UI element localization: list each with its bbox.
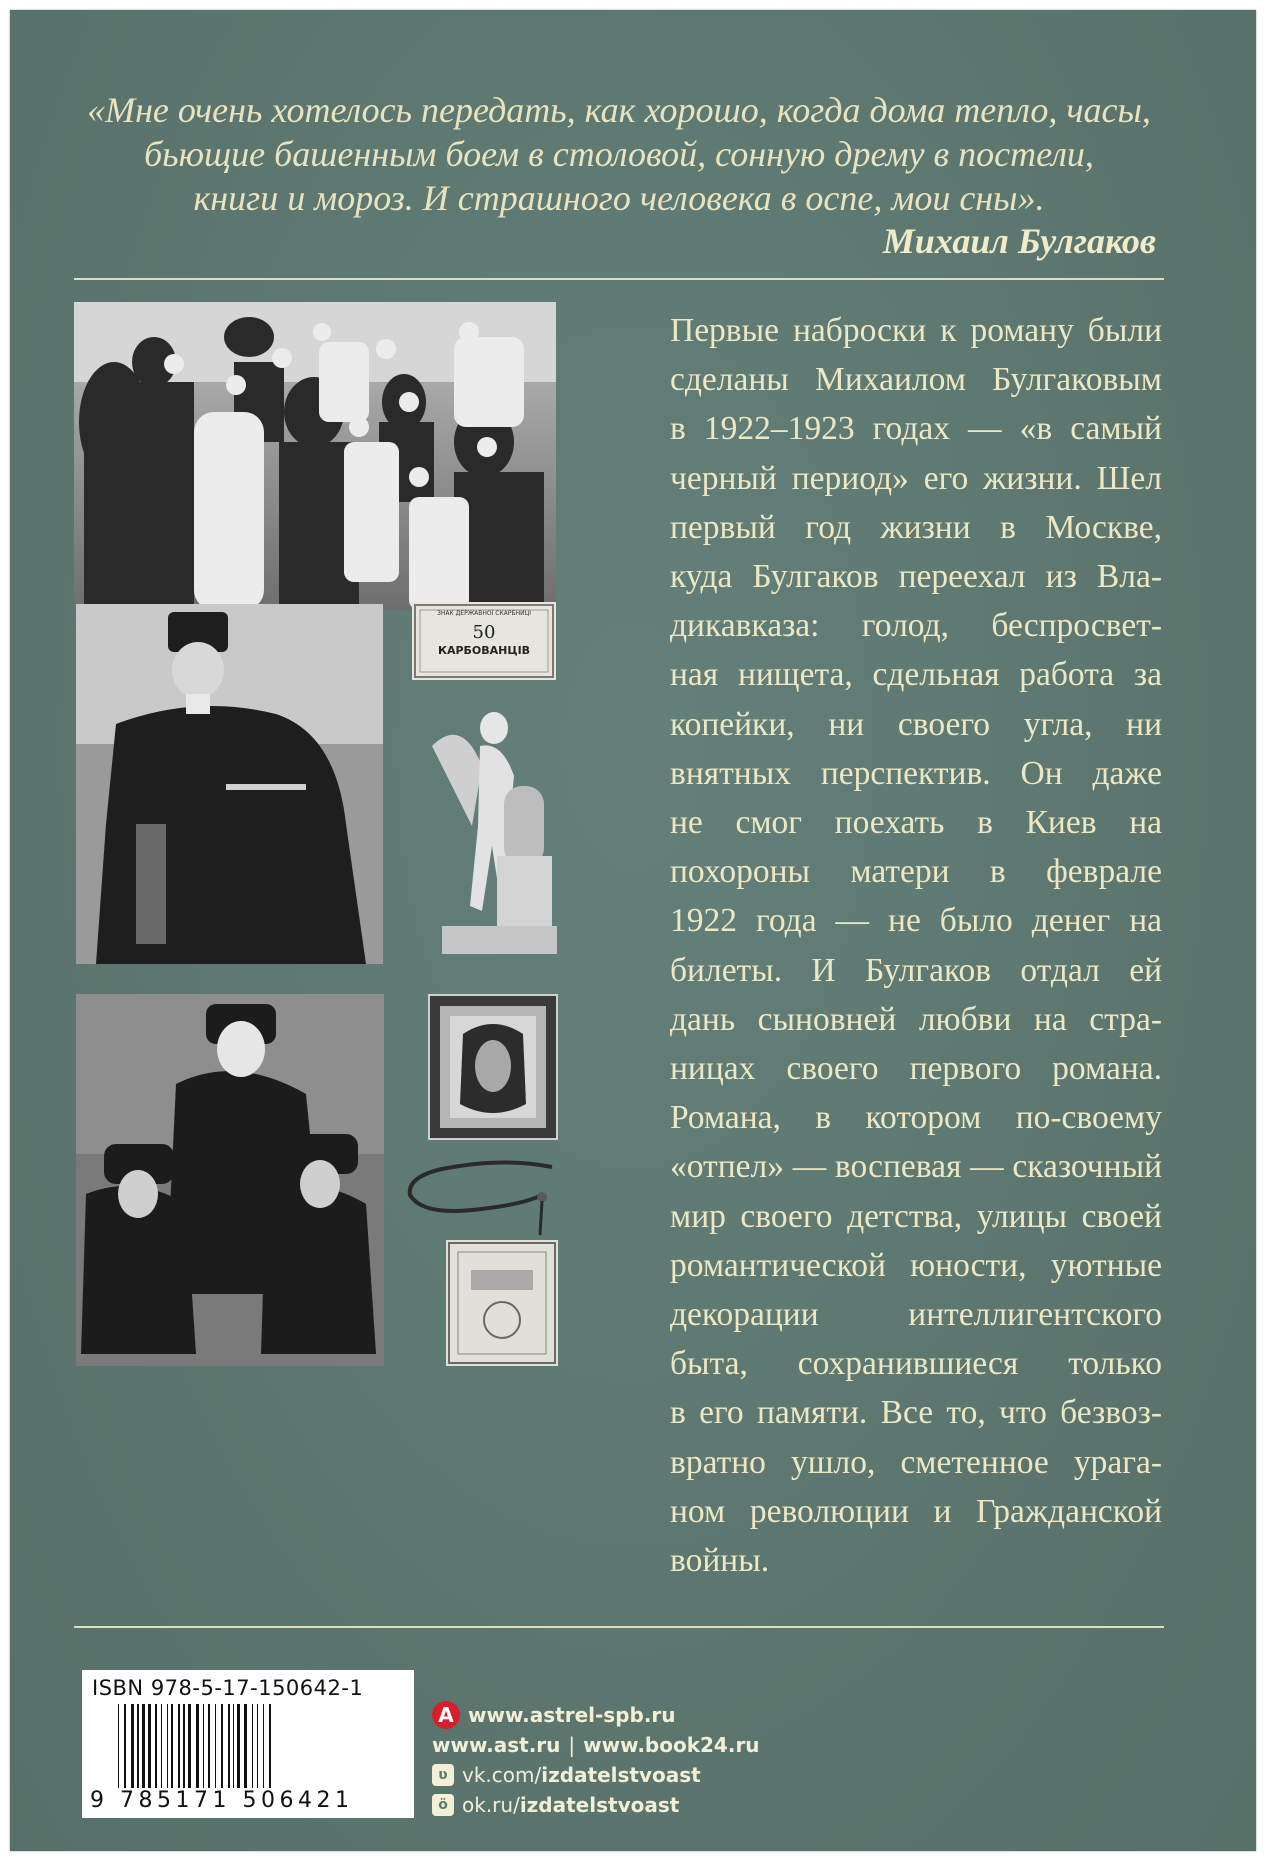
vk-icon: ʋ (432, 1764, 454, 1786)
isbn-barcode (82, 1670, 414, 1818)
ean-digits: 9 785171 506421 (90, 1788, 354, 1813)
barcode-bar (124, 1704, 126, 1788)
banknote-sheet-image (446, 1240, 558, 1366)
barcode-bar (252, 1704, 253, 1788)
text-line: мир своего детства, улицы своей (670, 1197, 1162, 1235)
text-line: дань сыновней любви на стра- (670, 1000, 1162, 1038)
barcode-bar (161, 1704, 162, 1788)
barcode-bar (269, 1704, 271, 1788)
barcode-bar (196, 1704, 199, 1788)
barcode-bar (148, 1704, 151, 1788)
barcode-bar (137, 1704, 139, 1788)
publisher-row-3[interactable] (432, 1760, 760, 1790)
three-men-photo (76, 994, 384, 1366)
barcode-bar (233, 1704, 234, 1788)
text-line: первый год жизни в Москве, (670, 508, 1162, 546)
text-line: куда Булгаков переехал из Вла- (670, 558, 1162, 596)
family-group-photo (74, 302, 556, 610)
text-line: войны. (670, 1542, 770, 1580)
vk-name: izdatelstvoast (541, 1763, 701, 1787)
text-line: романтической юности, уютные (670, 1246, 1162, 1284)
barcode-bar (221, 1704, 223, 1788)
publisher-row-4[interactable] (432, 1790, 760, 1820)
barcode-bar (155, 1704, 157, 1788)
isbn-label: ISBN 978-5-17-150642-1 (92, 1676, 364, 1700)
text-line: копейки, ни своего угла, ни (670, 705, 1162, 743)
book-back-cover (10, 10, 1256, 1851)
text-line: ном революции и Гражданской (670, 1492, 1162, 1530)
quote-line: бьющие башенным боем в столовой, сонную дрему в постели, (144, 134, 1094, 174)
text-line: 1922 года — не было денег на (670, 902, 1162, 940)
banknote-image (412, 602, 556, 680)
publisher-row-2 (432, 1730, 760, 1760)
barcode-bar (208, 1704, 210, 1788)
text-line: в 1922–1923 годах — «в самый (670, 410, 1162, 448)
seated-man-photo (76, 604, 383, 964)
annotation-text (670, 306, 1162, 1585)
ast-logo-icon: А (432, 1701, 460, 1729)
text-line: «отпел» — воспевая — сказочный (670, 1148, 1162, 1186)
epigraph-quote (74, 88, 1164, 220)
text-line: черный период» его жизни. Шел (670, 459, 1162, 497)
link-book24[interactable]: www.book24.ru (583, 1733, 760, 1757)
barcode-bar (131, 1704, 134, 1788)
barcode-bar (257, 1704, 258, 1788)
bottom-divider (74, 1626, 1164, 1628)
barcode-bar (183, 1704, 185, 1788)
banknote-header: ЗНАК ДЕРЖАВНОЇ СКАРБНИЦІ (436, 610, 532, 617)
text-line: похороны матери в феврале (670, 853, 1162, 891)
text-line: билеты. И Булгаков отдал ей (670, 951, 1162, 989)
barcode-bar (215, 1704, 216, 1788)
banknote-value: 50 (472, 622, 496, 643)
quote-line: книги и мороз. И страшного человека в оспе, мои сны». (193, 178, 1045, 218)
barcode-bar (171, 1704, 173, 1788)
barcode-bar (237, 1704, 240, 1788)
text-line: Романа, в котором по-своему (670, 1099, 1162, 1137)
christ-icon-image (428, 994, 558, 1140)
quote-author: Михаил Булгаков (882, 221, 1156, 261)
text-line: быта, сохранившиеся только (670, 1345, 1162, 1383)
link-ast[interactable]: www.ast.ru (432, 1733, 561, 1757)
whip-image (402, 1155, 556, 1245)
barcode-bars (116, 1704, 406, 1788)
barcode-bar (188, 1704, 191, 1788)
barcode-bar (263, 1704, 264, 1788)
text-line: сделаны Михаилом Булгаковым (670, 361, 1162, 399)
link-astrel-spb[interactable]: www.astrel-spb.ru (468, 1703, 676, 1727)
publisher-links (432, 1700, 760, 1820)
text-line: Первые наброски к роману были (670, 312, 1162, 349)
publisher-row-1 (432, 1700, 760, 1730)
angel-statue-image (422, 706, 560, 958)
barcode-bar (118, 1704, 119, 1788)
barcode-bar (142, 1704, 145, 1788)
ok-prefix: ok.ru/ (462, 1793, 520, 1817)
quote-line: «Мне очень хотелось передать, как хорошо, когда дома тепло, часы, (87, 90, 1151, 130)
barcode-bar (244, 1704, 247, 1788)
barcode-bar (178, 1704, 180, 1788)
text-line: не смог поехать в Киев на (670, 804, 1162, 842)
text-line: декорации интеллигентского (670, 1296, 1162, 1334)
text-line: ная нищета, сдельная работа за (670, 656, 1162, 694)
text-line: внятных перспектив. Он даже (670, 754, 1162, 792)
text-line: ницах своего первого романа. (670, 1050, 1162, 1088)
barcode-bar (203, 1704, 204, 1788)
link-separator: | (568, 1733, 576, 1757)
ok-icon: ö (432, 1794, 454, 1816)
top-divider (74, 278, 1164, 280)
barcode-bar (228, 1704, 230, 1788)
barcode-bar (167, 1704, 168, 1788)
text-line: в его памяти. Все то, что безвоз- (670, 1394, 1162, 1432)
text-line: дикавказа: голод, беспросвет- (670, 607, 1162, 645)
ok-name: izdatelstvoast (519, 1793, 680, 1817)
text-line: вратно ушло, сметенное урага- (670, 1443, 1162, 1481)
vk-prefix: vk.com/ (462, 1763, 542, 1787)
banknote-currency: КАРБОВАНЦІВ (437, 644, 531, 657)
